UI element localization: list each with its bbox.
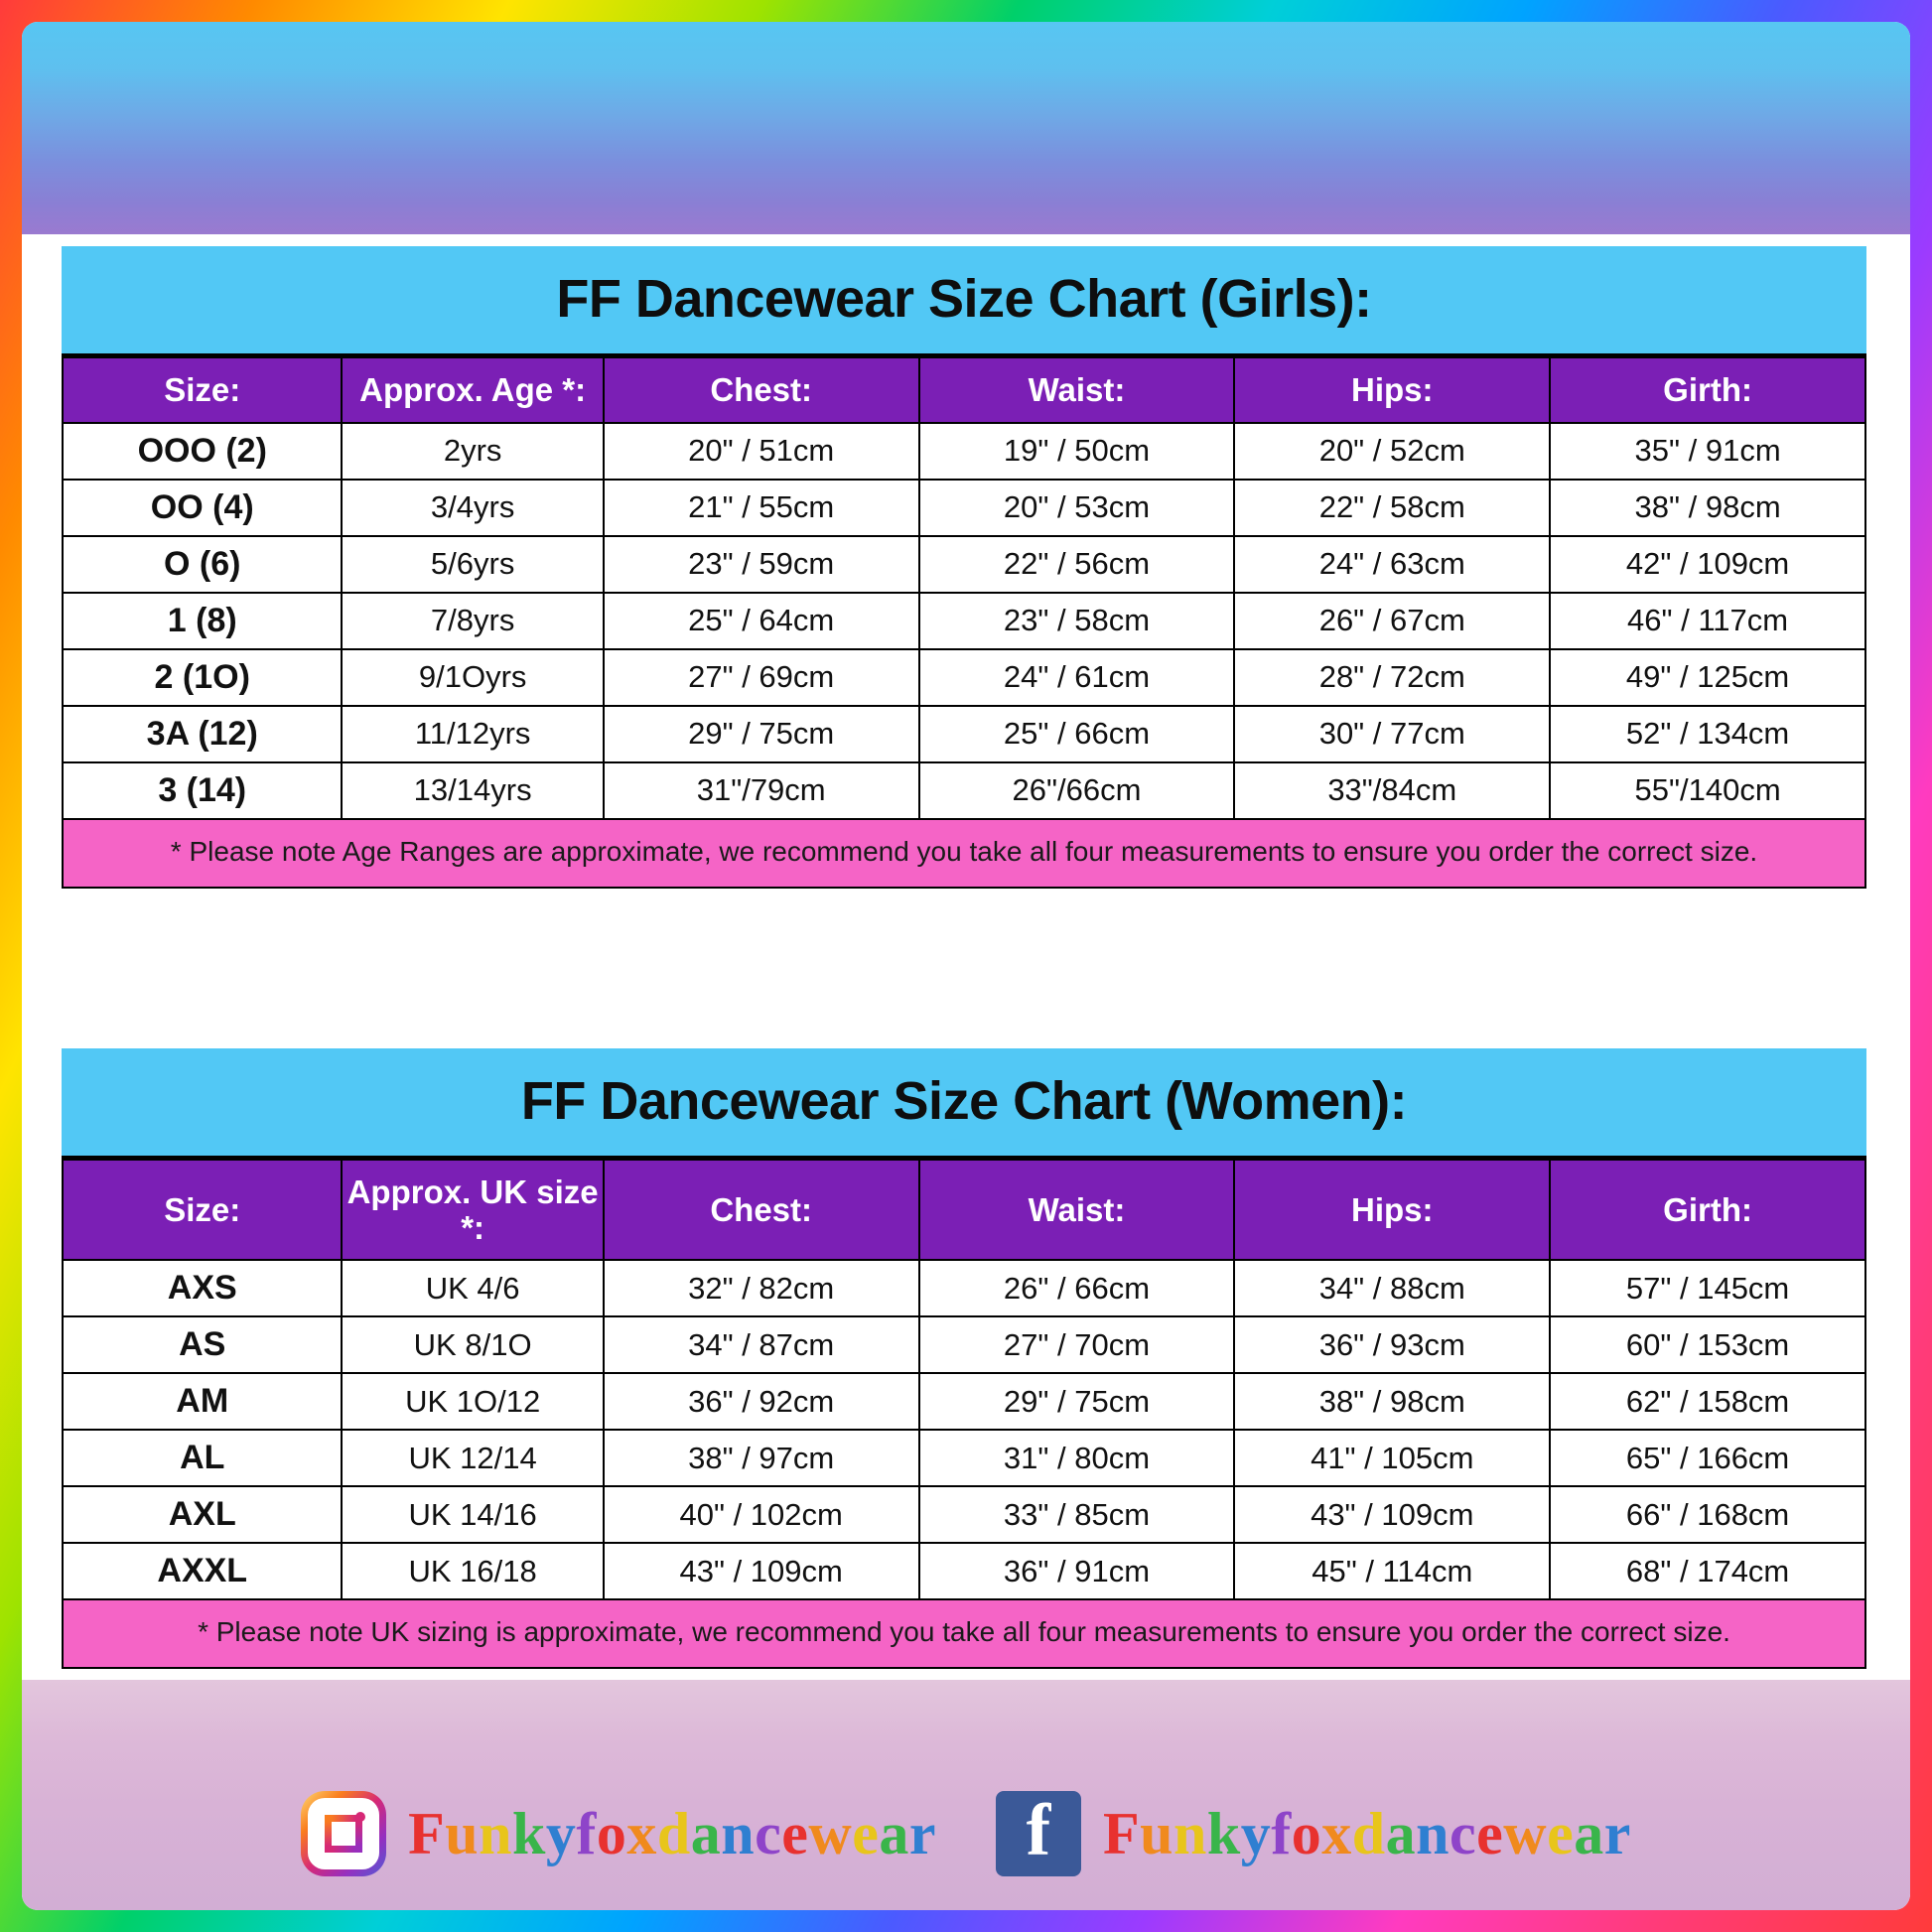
cell-waist: 27" / 70cm (919, 1316, 1235, 1373)
table-row (63, 762, 1865, 819)
cell-waist: 24" / 61cm (919, 649, 1235, 706)
column-header-girth: Girth: (1550, 357, 1865, 423)
cell-waist: 33" / 85cm (919, 1486, 1235, 1543)
cell-girth: 46" / 117cm (1550, 593, 1865, 649)
instagram-social[interactable] (301, 1791, 936, 1876)
column-header-hips: Hips: (1234, 357, 1550, 423)
table-row (63, 536, 1865, 593)
cell-chest: 20" / 51cm (604, 423, 919, 480)
cell-chest: 40" / 102cm (604, 1486, 919, 1543)
cell-age: 11/12yrs (342, 706, 603, 762)
cell-girth: 66" / 168cm (1550, 1486, 1865, 1543)
cell-chest: 43" / 109cm (604, 1543, 919, 1599)
cell-waist: 36" / 91cm (919, 1543, 1235, 1599)
poster-content (22, 22, 1910, 1910)
cell-girth: 55"/140cm (1550, 762, 1865, 819)
cell-uk-size: UK 14/16 (342, 1486, 603, 1543)
column-header-chest: Chest: (604, 1160, 919, 1260)
women-chart-note: * Please note UK sizing is approximate, we recommend you take all four measurements to ensure you order the correct size. (62, 1600, 1866, 1669)
cell-size: AL (63, 1430, 342, 1486)
cell-waist: 29" / 75cm (919, 1373, 1235, 1430)
cell-chest: 27" / 69cm (604, 649, 919, 706)
table-row (63, 1260, 1865, 1316)
cell-chest: 23" / 59cm (604, 536, 919, 593)
social-footer (22, 1791, 1910, 1876)
cell-uk-size: UK 4/6 (342, 1260, 603, 1316)
cell-chest: 38" / 97cm (604, 1430, 919, 1486)
cell-uk-size: UK 16/18 (342, 1543, 603, 1599)
girls-size-table (62, 356, 1866, 820)
cell-chest: 31"/79cm (604, 762, 919, 819)
girls-chart-note: * Please note Age Ranges are approximate, we recommend you take all four measurements to ensure you order the correct size. (62, 820, 1866, 889)
cell-age: 9/1Oyrs (342, 649, 603, 706)
cell-hips: 26" / 67cm (1234, 593, 1550, 649)
cell-hips: 22" / 58cm (1234, 480, 1550, 536)
cell-chest: 21" / 55cm (604, 480, 919, 536)
cell-size: AXL (63, 1486, 342, 1543)
column-header-chest: Chest: (604, 357, 919, 423)
cell-size: AXXL (63, 1543, 342, 1599)
cell-size: AM (63, 1373, 342, 1430)
cell-age: 7/8yrs (342, 593, 603, 649)
cell-waist: 19" / 50cm (919, 423, 1235, 480)
cell-hips: 24" / 63cm (1234, 536, 1550, 593)
cell-age: 3/4yrs (342, 480, 603, 536)
cell-girth: 68" / 174cm (1550, 1543, 1865, 1599)
cell-uk-size: UK 8/1O (342, 1316, 603, 1373)
poster-canvas (22, 22, 1910, 1910)
cell-hips: 43" / 109cm (1234, 1486, 1550, 1543)
cell-chest: 25" / 64cm (604, 593, 919, 649)
cell-girth: 49" / 125cm (1550, 649, 1865, 706)
cell-size: O (6) (63, 536, 342, 593)
table-header-row (63, 357, 1865, 423)
table-row (63, 1543, 1865, 1599)
column-header-waist: Waist: (919, 1160, 1235, 1260)
cell-waist: 26" / 66cm (919, 1260, 1235, 1316)
cell-girth: 52" / 134cm (1550, 706, 1865, 762)
cell-age: 2yrs (342, 423, 603, 480)
cell-hips: 33"/84cm (1234, 762, 1550, 819)
cell-age: 13/14yrs (342, 762, 603, 819)
cell-size: AS (63, 1316, 342, 1373)
cell-size: 1 (8) (63, 593, 342, 649)
cell-girth: 42" / 109cm (1550, 536, 1865, 593)
column-header-uk-size: Approx. UK size *: (342, 1160, 603, 1260)
column-header-age: Approx. Age *: (342, 357, 603, 423)
facebook-icon[interactable]: f (996, 1791, 1081, 1876)
column-header-girth: Girth: (1550, 1160, 1865, 1260)
cell-chest: 32" / 82cm (604, 1260, 919, 1316)
cell-chest: 29" / 75cm (604, 706, 919, 762)
cell-chest: 36" / 92cm (604, 1373, 919, 1430)
cell-waist: 23" / 58cm (919, 593, 1235, 649)
cell-hips: 36" / 93cm (1234, 1316, 1550, 1373)
women-chart-title: FF Dancewear Size Chart (Women): (62, 1048, 1866, 1159)
cell-uk-size: UK 1O/12 (342, 1373, 603, 1430)
girls-chart-title: FF Dancewear Size Chart (Girls): (62, 246, 1866, 356)
table-row (63, 706, 1865, 762)
column-header-hips: Hips: (1234, 1160, 1550, 1260)
cell-age: 5/6yrs (342, 536, 603, 593)
table-row (63, 649, 1865, 706)
cell-girth: 62" / 158cm (1550, 1373, 1865, 1430)
table-row (63, 593, 1865, 649)
table-row (63, 1430, 1865, 1486)
table-header-row (63, 1160, 1865, 1260)
cell-waist: 26"/66cm (919, 762, 1235, 819)
women-size-chart (58, 1044, 1870, 1673)
cell-hips: 34" / 88cm (1234, 1260, 1550, 1316)
table-row (63, 1316, 1865, 1373)
cell-uk-size: UK 12/14 (342, 1430, 603, 1486)
cell-hips: 28" / 72cm (1234, 649, 1550, 706)
table-row (63, 480, 1865, 536)
cell-girth: 60" / 153cm (1550, 1316, 1865, 1373)
cell-size: 2 (1O) (63, 649, 342, 706)
cell-waist: 20" / 53cm (919, 480, 1235, 536)
cell-size: OOO (2) (63, 423, 342, 480)
cell-size: 3A (12) (63, 706, 342, 762)
table-row (63, 1486, 1865, 1543)
cell-waist: 31" / 80cm (919, 1430, 1235, 1486)
cell-girth: 35" / 91cm (1550, 423, 1865, 480)
cell-girth: 57" / 145cm (1550, 1260, 1865, 1316)
cell-hips: 20" / 52cm (1234, 423, 1550, 480)
cell-hips: 30" / 77cm (1234, 706, 1550, 762)
cell-size: AXS (63, 1260, 342, 1316)
instagram-handle: Funkyfoxdancewear (408, 1800, 936, 1866)
column-header-size: Size: (63, 357, 342, 423)
cell-hips: 45" / 114cm (1234, 1543, 1550, 1599)
cell-hips: 41" / 105cm (1234, 1430, 1550, 1486)
table-row (63, 423, 1865, 480)
table-row (63, 1373, 1865, 1430)
cell-girth: 65" / 166cm (1550, 1430, 1865, 1486)
cell-chest: 34" / 87cm (604, 1316, 919, 1373)
instagram-icon[interactable] (301, 1791, 386, 1876)
women-size-table (62, 1159, 1866, 1600)
cell-size: 3 (14) (63, 762, 342, 819)
column-header-size: Size: (63, 1160, 342, 1260)
cell-waist: 25" / 66cm (919, 706, 1235, 762)
column-header-waist: Waist: (919, 357, 1235, 423)
facebook-handle: Funkyfoxdancewear (1103, 1800, 1631, 1866)
girls-size-chart (58, 242, 1870, 893)
facebook-social[interactable] (996, 1791, 1631, 1876)
cell-size: OO (4) (63, 480, 342, 536)
cell-girth: 38" / 98cm (1550, 480, 1865, 536)
cell-waist: 22" / 56cm (919, 536, 1235, 593)
cell-hips: 38" / 98cm (1234, 1373, 1550, 1430)
